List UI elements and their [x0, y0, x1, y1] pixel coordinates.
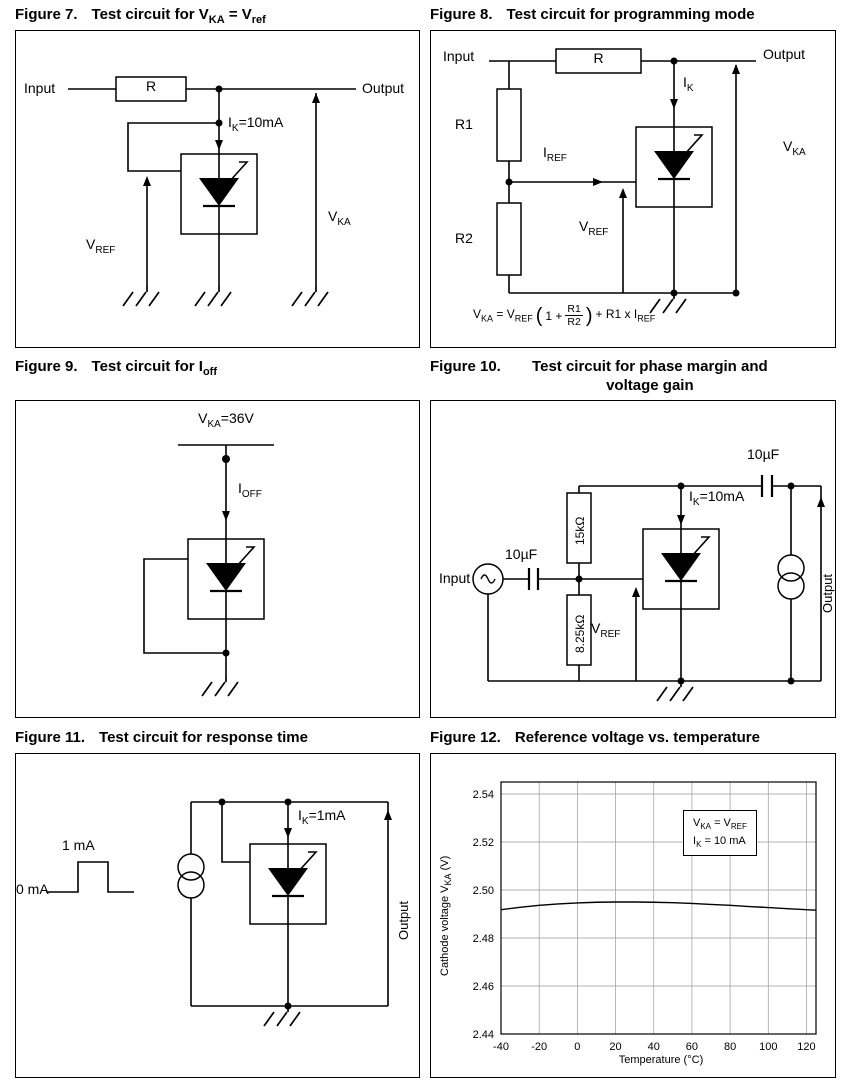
ground-symbol	[202, 676, 238, 696]
figure-7-canvas	[15, 30, 420, 348]
fig8-r2-label: R2	[455, 230, 473, 246]
svg-text:2.44: 2.44	[472, 1029, 494, 1041]
vref-arrow-up	[632, 587, 640, 597]
figure-9-circuit-svg	[16, 401, 418, 716]
current-arrow-down	[677, 515, 685, 525]
figure-10-label: Figure 10.	[430, 358, 501, 375]
svg-text:20: 20	[609, 1041, 622, 1053]
tl431-symbol	[643, 529, 719, 609]
figure-7-circuit-svg	[16, 31, 418, 346]
fig10-input-cap-label: 10µF	[505, 546, 538, 562]
fig8-resistor-r2	[497, 203, 521, 275]
fig8-resistor-r1	[497, 89, 521, 161]
fig10-15k-label: 15kΩ	[573, 516, 587, 545]
vka-arrow-up	[312, 93, 320, 103]
current-source-symbol	[778, 555, 804, 599]
sine-source-symbol	[473, 564, 503, 594]
fig12-y-axis-label: Cathode voltage $V_{KA}$ (V)	[439, 855, 454, 976]
fig8-output-label: Output	[763, 46, 806, 62]
tl431-symbol	[188, 539, 264, 619]
figure-8-label: Figure 8.	[430, 6, 493, 23]
fig7-vref-label: $V_{REF}$	[86, 236, 116, 256]
fig10-vref-label: $V_{REF}$	[591, 620, 621, 640]
vka-arrow-up	[732, 64, 740, 74]
figure-8-title	[430, 6, 836, 25]
fig8-r-label: R	[593, 50, 604, 66]
fig7-r-label: R	[145, 78, 157, 94]
fig11-output-label: Output	[396, 900, 411, 940]
figure-11-title	[15, 729, 420, 748]
figure-10-title	[430, 358, 836, 396]
current-arrow-down	[222, 511, 230, 521]
fig7-ik-label: $I_K=10mA$	[228, 114, 284, 134]
ground-symbol	[650, 293, 686, 313]
figure-11-caption: Test circuit for response time	[99, 729, 308, 746]
figure-11-circuit-svg	[16, 754, 418, 1076]
fig8-formula: $V_{KA} = V_{REF}$ ( 1 + $\frac{R1}{R2}$ ) + R1 x $I_{REF}$	[473, 303, 656, 329]
fig10-ik-label: $I_K=10mA$	[689, 488, 745, 508]
figure-7-label: Figure 7.	[15, 6, 78, 23]
fig7-input-label: Input	[24, 80, 56, 96]
svg-text:2.46: 2.46	[472, 981, 494, 993]
fig8-vref-label: $V_{REF}$	[579, 218, 609, 238]
tl431-symbol	[181, 154, 257, 234]
figure-10-caption: Test circuit for phase margin and voltage gain	[532, 358, 768, 394]
svg-text:80: 80	[723, 1041, 737, 1053]
fig7-vka-label: $V_{KA}$	[328, 208, 351, 228]
figure-8-canvas	[430, 30, 836, 348]
figure-12	[430, 729, 836, 1080]
figure-9	[15, 358, 420, 718]
figure-12-title	[430, 729, 836, 748]
fig12-conditions-box	[683, 810, 757, 856]
fig10-output-cap	[762, 475, 772, 497]
fig8-iref-label: $I_{REF}$	[543, 144, 567, 164]
fig8-ik-label: $I_K$	[683, 74, 694, 94]
current-arrow-down	[670, 99, 678, 109]
figure-10	[430, 358, 836, 718]
figure-7-caption: Test circuit for $V_{KA} = V_{ref}$	[91, 6, 266, 26]
figure-8	[430, 6, 836, 348]
iref-arrow-right	[593, 178, 603, 186]
figure-11-label: Figure 11.	[15, 729, 86, 746]
figure-9-label: Figure 9.	[15, 358, 78, 375]
fig10-output-cap-label: 10µF	[747, 446, 780, 462]
figure-9-canvas	[15, 400, 420, 718]
fig8-input-label: Input	[443, 48, 475, 64]
current-arrow-down	[284, 828, 292, 838]
figure-12-chart-svg	[431, 754, 834, 1076]
current-arrow-down	[215, 140, 223, 150]
svg-text:2.50: 2.50	[472, 885, 494, 897]
vref-arrow-up	[143, 176, 151, 186]
fig12-condition-2: $I_K = 10$ mA	[693, 835, 746, 850]
fig10-output-label: Output	[820, 573, 835, 613]
svg-text:-20: -20	[531, 1041, 548, 1053]
fig8-vka-label: $V_{KA}$	[783, 138, 806, 158]
figure-12-canvas	[430, 753, 836, 1078]
fig12-condition-1: $V_{KA} = V_{REF}$	[693, 817, 747, 832]
fig11-pulse-low-label: 0 mA	[16, 881, 49, 897]
output-arrow-up	[384, 810, 392, 820]
svg-text:2.54: 2.54	[472, 789, 494, 801]
fig11-pulse-high-label: 1 mA	[62, 837, 95, 853]
current-source-symbol	[178, 854, 204, 898]
svg-text:60: 60	[685, 1041, 699, 1053]
fig8-r1-label: R1	[455, 116, 473, 132]
svg-text:2.48: 2.48	[472, 933, 494, 945]
figure-11-canvas	[15, 753, 420, 1078]
ground-symbol	[657, 681, 693, 701]
svg-text:40: 40	[647, 1041, 660, 1053]
svg-text:100: 100	[759, 1041, 778, 1053]
svg-text:0: 0	[574, 1041, 581, 1053]
figure-8-caption: Test circuit for programming mode	[506, 6, 755, 23]
figure-9-caption: Test circuit for $I_{off}$	[91, 358, 217, 378]
vref-arrow-up	[619, 188, 627, 198]
figure-12-label: Figure 12.	[430, 729, 501, 746]
figure-10-canvas	[430, 400, 836, 718]
tl431-symbol	[636, 127, 712, 207]
figure-7-title	[15, 6, 420, 28]
svg-text:-40: -40	[493, 1041, 509, 1053]
tl431-symbol	[250, 844, 326, 924]
fig12-x-axis-label: Temperature (°C)	[618, 1054, 704, 1066]
fig11-ik-label: $I_K=1mA$	[298, 807, 346, 827]
ground-symbol	[123, 286, 159, 306]
fig9-vka-label: $V_{KA}=36V$	[198, 410, 254, 430]
fig8-wires	[489, 61, 756, 293]
ground-symbol	[264, 1006, 300, 1026]
figure-7	[15, 6, 420, 348]
figure-8-circuit-svg	[431, 31, 834, 346]
output-arrow-up	[817, 497, 825, 507]
fig10-input-label: Input	[439, 570, 471, 586]
svg-text:2.52: 2.52	[472, 837, 494, 849]
figure-9-title	[15, 358, 420, 380]
fig10-8k25-label: 8.25kΩ	[573, 614, 587, 653]
figure-12-caption: Reference voltage vs. temperature	[514, 729, 760, 746]
fig11-wires	[46, 802, 388, 1006]
ground-symbol	[195, 286, 231, 306]
fig10-input-cap	[529, 568, 538, 590]
ground-symbol	[292, 286, 328, 306]
fig7-output-label: Output	[362, 80, 405, 96]
figure-11	[15, 729, 420, 1080]
svg-text:120: 120	[797, 1041, 816, 1053]
fig9-ioff-label: $I_{OFF}$	[238, 480, 262, 500]
